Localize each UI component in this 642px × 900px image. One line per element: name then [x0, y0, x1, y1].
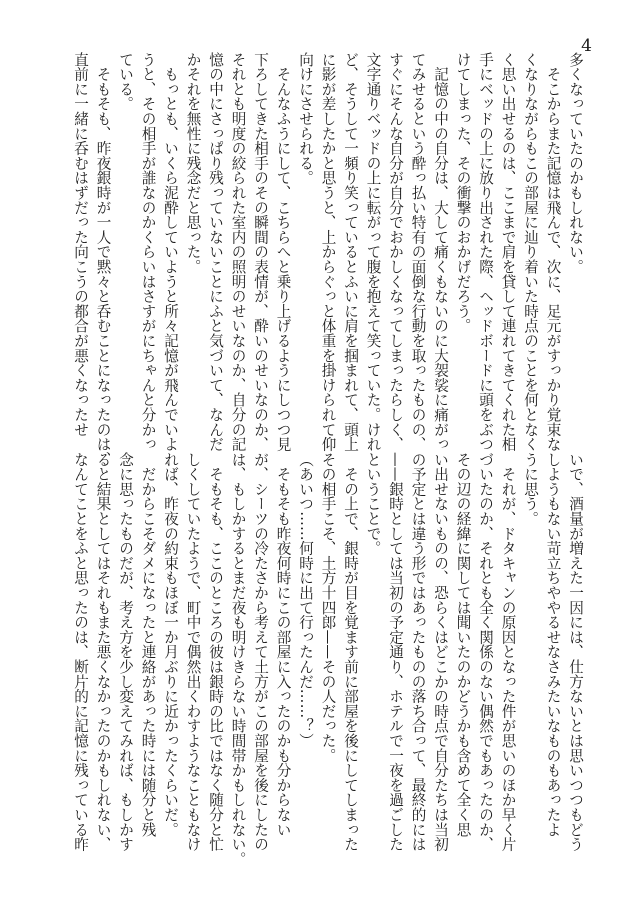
lower-text-block	[72, 452, 586, 867]
text-line: だからこそダメになったと連絡があった時には随分と残	[139, 452, 157, 837]
text-line: 向けにさせられる。	[297, 52, 314, 186]
text-line: 念に思ったものだが、考え方を少し変えてみれば、もしかす	[117, 452, 134, 852]
text-line: （あいつ……何時に出て行ったんだ……？）	[297, 452, 314, 748]
text-line: かそれを無性に残念だと思った。	[184, 52, 202, 274]
text-line: うと、その相手が誰なのかくらいはさすがにちゃんと分かっ	[139, 52, 157, 452]
text-line: その相手こそ、土方十四郎——その人だった。	[319, 452, 337, 763]
text-line: ということで。	[364, 452, 382, 556]
text-line: の予定とは違う形ではあったものの落ち合って、最終的には	[409, 452, 427, 852]
text-line: うに思う。	[522, 452, 539, 526]
text-line: は、もしかするとまだ夜も明けきらない時間帯かもしれない。	[229, 452, 247, 867]
text-line: に影が差したかと思うと、上からぐっと体重を掛けられて仰	[319, 52, 337, 452]
text-line: が、シーツの冷たさから考えて土方がこの部屋を後にしたの	[252, 452, 269, 852]
text-line: 憶の中にさっぱり残っていないことにふと気づいて、なんだ	[207, 52, 224, 452]
text-line: ている。	[117, 52, 134, 112]
text-line: その辺の経緯に関しては聞いたのかどうかも含めて全く思	[454, 452, 472, 837]
text-line: 手にベッドの上に放り出された際、ヘッドボードに頭をぶつ	[477, 52, 494, 452]
text-line: そこからまた記憶は飛んで、次に、足元がすっかり覚束な	[544, 52, 562, 452]
text-line: けてしまった、その衝撃のおかげだろう。	[454, 52, 472, 334]
text-line: しようもない苛立ちややるせなさみたいなものもあったよ	[544, 452, 562, 837]
text-line: すぐにそんな自分が自分でおかしくなってしまったらしく、	[387, 52, 404, 452]
text-line: 文字通りベッドの上に転がって腹を抱えて笑っていた。けれ	[364, 52, 382, 452]
text-line: く思い出せるのは、ここまで肩を貸して連れてきてくれた相	[499, 52, 517, 452]
text-line: それとも明度の絞られた室内の照明のせいなのか、自分の記	[229, 52, 247, 452]
text-line: なんてことをふと思ったのは、断片的に記憶に残っている昨	[72, 452, 89, 852]
page-number: 4	[581, 36, 592, 56]
text-line: そもそも、ここのところの彼は銀時の比ではなく随分と忙	[207, 452, 224, 852]
text-line: れば、昨夜の約束もほぼ一か月ぶりに近かったくらいだ。	[162, 452, 179, 837]
text-line: その上で、銀時が目を覚ます前に部屋を後にしてしまった	[342, 452, 359, 852]
text-line: しくしていたようで、町中で偶然出くわすようなこともなけ	[184, 452, 202, 852]
text-line: ると結果としてはそれもまた悪くなかったのかもしれない、	[94, 452, 112, 852]
text-line: ——銀時としては当初の予定通り、ホテルで一夜を過ごした	[387, 452, 404, 852]
text-line: 下ろしてきた相手のその瞬間の表情が、酔いのせいなのか、	[252, 52, 269, 452]
text-line: てみせるという酔っ払い特有の面倒な行動を取ったものの、	[409, 52, 427, 452]
text-line: そもそも、昨夜銀時が一人で黙々と呑むことになったのは、	[94, 52, 112, 467]
upper-text-block	[72, 52, 586, 467]
text-line: もっとも、いくら泥酔していようと所々記憶が飛んでいよ	[162, 52, 179, 452]
text-line: ど、そうして一頻り笑っているとふいに肩を掴まれて、頭上	[342, 52, 359, 452]
text-line: くなりながらもこの部屋に辿り着いた時点のことを何となく	[522, 52, 539, 452]
text-line: そんなふうにして、こちらへと乗り上げるようにしつつ見	[274, 52, 292, 452]
text-line: 記憶の中の自分は、大して痛くもないのに大袈裟に痛がっ	[432, 52, 449, 452]
text-line: づいたのか、それとも全く関係のない偶然でもあったのか、	[477, 452, 494, 852]
text-line: い出せないものの、恐らくはどこかの時点で自分たちは当初	[432, 452, 449, 852]
text-line: それが、ドタキャンの原因となった件が思いのほか早く片	[499, 452, 517, 852]
text-line: 多くなっていたのかもしれない。	[567, 52, 584, 274]
text-line: いで、酒量が増えた一因には、仕方ないとは思いつつもどう	[567, 452, 584, 852]
text-line: そもそも昨夜何時にこの部屋に入ったのかも分からない	[274, 452, 292, 837]
text-line: 直前に一緒に呑むはずだった向こうの都合が悪くなったせ	[72, 52, 89, 437]
